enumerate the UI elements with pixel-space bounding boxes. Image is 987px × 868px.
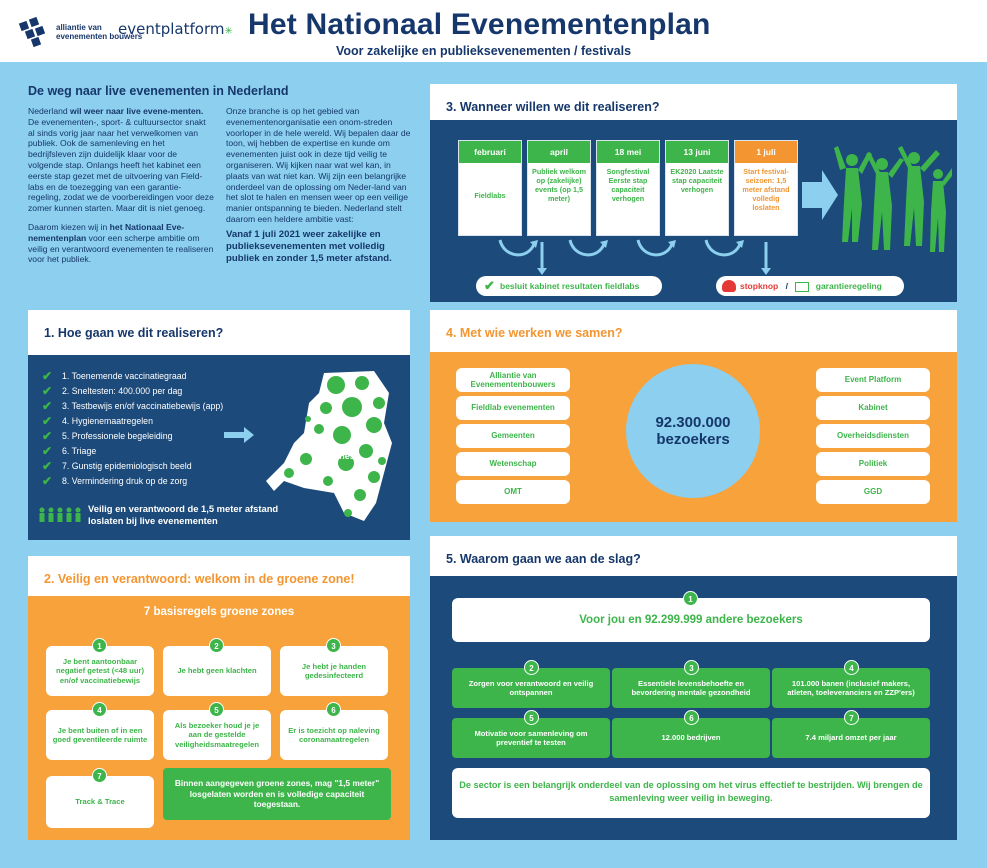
- reason-text: Essentiele levensbehoefte en bevordering mentale gezondheid: [631, 678, 751, 697]
- rule-text: Je hebt geen klachten: [177, 666, 257, 676]
- rule-text: Er is toezicht op naleving coronamaatregelen: [288, 725, 380, 744]
- timeline-step-text: Songfestival Eerste stap capaciteit verhogen: [606, 167, 650, 203]
- timeline-step: [734, 140, 798, 236]
- dancing-people-icon: [834, 142, 952, 258]
- rule-text: Als bezoeker houd je je aan de gestelde veiligheidsmaatregelen: [174, 720, 260, 749]
- stopknop-text: stopknop: [740, 281, 779, 291]
- section-3-panel: [430, 120, 957, 302]
- intro-paragraph-3: Onze branche is op het gebied van evenementenorganisatie een onom-streden voorloper in de hele wereld. Wij bepalen daar de toon, wij hebben de expertise en kunde om evenementen juist ook in deze tijd veilig te organiseren. Wij kijken naar wat wel kan, in plaats van wat niet kan. Wij zijn een belangrijke onderdeel van de oplossing om Neder-land van het slot te halen en mensen weer op een veilige manier ontspanning te bieden. Nederland stelt daarom een heldere ambitie vast:: [226, 106, 411, 224]
- partner-right: Event Platform: [816, 368, 930, 392]
- timeline-step-date: 13 juni: [666, 141, 728, 163]
- page-title: Het Nationaal Evenementenplan: [248, 8, 711, 41]
- timeline-step-date: februari: [459, 141, 521, 163]
- rule-box: [280, 710, 388, 760]
- partner-left: Alliantie van Evenementenbouwers: [456, 368, 570, 392]
- intro-bold-text: wil weer naar live evene-menten.: [70, 106, 204, 116]
- rule-text: Je bent aantoonbaar negatief getest (<48 uur) en/of vaccinatiebewijs: [56, 656, 144, 685]
- rule-box: [163, 710, 271, 760]
- arrow-right-icon: [224, 425, 256, 445]
- rule-number: 4: [92, 702, 107, 717]
- requirement-item: [42, 384, 182, 398]
- partner-left: OMT: [456, 480, 570, 504]
- intro-paragraph-1: [28, 106, 214, 214]
- people-icon: [38, 507, 82, 523]
- rule-number: 1: [92, 638, 107, 653]
- reason-number: 2: [524, 660, 539, 675]
- section-4-card: [430, 310, 957, 522]
- section-1-panel: [28, 355, 410, 540]
- timeline-step-date: 1 juli: [735, 141, 797, 163]
- partner-left: Wetenschap: [456, 452, 570, 476]
- map-label: Groene zones: [326, 441, 358, 461]
- pill-kabinet-besluit: [476, 276, 662, 296]
- checkmark-icon: ✔: [42, 369, 53, 383]
- checkmark-icon: ✔: [42, 414, 53, 428]
- requirement-item: [42, 444, 96, 458]
- rule-number: 2: [209, 638, 224, 653]
- intro-col-2: [226, 106, 416, 273]
- eventplatform-logo[interactable]: [118, 20, 233, 38]
- requirement-item: [42, 459, 192, 473]
- reason-1-number: 1: [683, 591, 698, 606]
- partner-right: Overheidsdiensten: [816, 424, 930, 448]
- timeline-step: [527, 140, 591, 236]
- section-2-heading: 2. Veilig en verantwoord: welkom in de groene zone!: [44, 572, 355, 586]
- requirement-item: [42, 429, 173, 443]
- reason-text: 7.4 miljard omzet per jaar: [805, 733, 897, 743]
- partner-right: Politiek: [816, 452, 930, 476]
- visitors-number: 92.300.000: [655, 414, 731, 431]
- page-subtitle: Voor zakelijke en publieksevenementen / festivals: [336, 44, 632, 58]
- timeline-step: [665, 140, 729, 236]
- requirement-label: 1. Toenemende vaccinatiegraad: [62, 371, 187, 381]
- reason-text: 12.000 bedrijven: [661, 733, 721, 743]
- reason-number: 7: [844, 710, 859, 725]
- rule-box: [46, 776, 154, 828]
- rule-number: 3: [326, 638, 341, 653]
- intro-text: Nederland: [28, 106, 71, 116]
- timeline-step-date: april: [528, 141, 590, 163]
- section-5-card: [430, 536, 957, 840]
- rules-heading: 7 basisregels groene zones: [143, 606, 295, 618]
- requirement-label: 8. Vermindering druk op de zorg: [62, 476, 188, 486]
- rule-box: [46, 646, 154, 696]
- section-2-card: [28, 556, 410, 840]
- intro-heading: De weg naar live evenementen in Nederland: [28, 84, 289, 98]
- pill-stopknop: [716, 276, 904, 296]
- visitors-circle: [626, 364, 760, 498]
- intro-text: De evenementen-, sport- & cultuursector snakt al sinds vorig jaar naar het verwelkomen van publiek. Ook de samenleving en het bedrijfsleven zijn duidelijk klaar voor de volgende stap. Onlangs heeft het kabinet een eerste stap gezet met de uitvoering van Field-labs en de toezegging van een garantie-regeling, zodat we de voorbereidingen voor deze zomer kunnen starten. Maar dit is niet genoeg.: [28, 116, 214, 214]
- requirement-item: [42, 369, 187, 383]
- section-1-heading: 1. Hoe gaan we dit realiseren?: [44, 326, 224, 340]
- partner-right: GGD: [816, 480, 930, 504]
- reason-number: 3: [684, 660, 699, 675]
- checkmark-icon: ✔: [42, 384, 53, 398]
- reason-text: Zorgen voor verantwoord en veilig ontspannen: [468, 678, 594, 697]
- intro-col-1: [28, 106, 214, 273]
- header: [0, 0, 987, 62]
- intro-text: voor een scherpe ambitie om veilig en verantwoord evenementen te realiseren voor het publiek.: [28, 232, 214, 265]
- rule-number: 7: [92, 768, 107, 783]
- reason-text: 101.000 banen (inclusief makers, atleten, toeleveranciers en ZZP'ers): [787, 678, 915, 697]
- section-5-footer: De sector is een belangrijk onderdeel van de oplossing om het virus effectief te bestrijden. Wij brengen de samenleving weer veilig in beweging.: [452, 768, 930, 818]
- arrow-right-icon: [802, 170, 838, 220]
- checkmark-icon: ✔: [42, 429, 53, 443]
- intro-paragraph-2: [28, 222, 214, 265]
- timeline-arrows-icon: [490, 236, 800, 276]
- timeline-step: [596, 140, 660, 236]
- section-2-panel: [28, 596, 410, 840]
- section-5-heading: 5. Waarom gaan we aan de slag?: [446, 552, 641, 566]
- timeline-step-date: 18 mei: [597, 141, 659, 163]
- rule-text: Track & Trace: [75, 797, 125, 807]
- timeline-step-text: Fieldlabs: [474, 191, 506, 200]
- timeline-step-text: Publiek welkom op (zakelijke) events (op 1,5 meter): [532, 167, 586, 203]
- rule-text: Je hebt je handen gedesinfecteerd: [301, 661, 367, 680]
- reason-number: 6: [684, 710, 699, 725]
- requirement-item: [42, 474, 187, 488]
- requirement-label: 6. Triage: [62, 446, 97, 456]
- rule-box: [280, 646, 388, 696]
- reason-text: Motivatie voor samenleving om preventief te testen: [474, 728, 588, 747]
- section-1-footer: Veilig en verantwoord de 1,5 meter afstand loslaten bij live evenementen: [88, 503, 279, 526]
- separator: /: [785, 281, 788, 291]
- requirement-label: 2. Sneltesten: 400.000 per dag: [62, 386, 183, 396]
- reason-1-text: Voor jou en 92.299.999 andere bezoekers: [579, 614, 803, 626]
- partner-left: Gemeenten: [456, 424, 570, 448]
- wallet-icon: [795, 282, 809, 292]
- section-1-card: [28, 310, 410, 540]
- rule-text: Je bent buiten of in een goed geventileerde ruimte: [52, 725, 148, 744]
- stop-button-icon: [722, 280, 736, 292]
- rule-number: 6: [326, 702, 341, 717]
- alliantie-logo-icon: [18, 16, 50, 48]
- requirement-label: 7. Gunstig epidemiologisch beeld: [62, 461, 192, 471]
- checkmark-icon: ✔: [42, 474, 53, 488]
- garantieregeling-text: garantieregeling: [815, 281, 882, 291]
- requirement-label: 5. Professionele begeleiding: [62, 431, 173, 441]
- timeline-step-text: Start festival-seizoen: 1,5 meter afstand volledig loslaten: [742, 167, 790, 212]
- intro-text: Daarom kiezen wij in: [28, 221, 110, 232]
- requirement-label: 3. Testbewijs en/of vaccinatiebewijs (app): [62, 401, 224, 411]
- section-4-heading: 4. Met wie werken we samen?: [446, 326, 623, 340]
- section-3-card: [430, 84, 957, 302]
- visitors-label: bezoekers: [656, 431, 730, 448]
- intro-bold-text: het Nationaal Eve-nementenplan: [28, 221, 185, 243]
- rule-number: 5: [209, 702, 224, 717]
- checkmark-icon: ✔: [484, 278, 495, 293]
- partner-left: Fieldlab evenementen: [456, 396, 570, 420]
- timeline-step: [458, 140, 522, 236]
- green-zone-note: Binnen aangegeven groene zones, mag "1,5 meter" losgelaten worden en is volledige capaciteit toegestaan.: [163, 768, 391, 820]
- eventplatform-logo-text: eventplatform: [118, 20, 225, 38]
- checkmark-icon: ✔: [42, 399, 53, 413]
- checkmark-icon: ✔: [42, 459, 53, 473]
- alliantie-logo-text: alliantie van evenementen bouwers: [56, 23, 143, 41]
- section-3-heading: 3. Wanneer willen we dit realiseren?: [446, 100, 660, 114]
- reason-number: 4: [844, 660, 859, 675]
- intro-section: [28, 84, 418, 294]
- section-4-panel: [430, 352, 957, 522]
- requirement-label: 4. Hygienemaatregelen: [62, 416, 153, 426]
- ambition-statement: Vanaf 1 juli 2021 weer zakelijke en publieksevenementen met volledig publiek en zonder 1,5 meter afstand.: [226, 228, 392, 264]
- pill-kabinet-besluit-text: besluit kabinet resultaten fieldlabs: [500, 281, 640, 291]
- rule-box: [46, 710, 154, 760]
- checkmark-icon: ✔: [42, 444, 53, 458]
- requirement-item: [42, 414, 153, 428]
- requirement-item: [42, 399, 223, 413]
- sparkle-icon: ✳: [224, 26, 233, 37]
- rule-box: [163, 646, 271, 696]
- partner-right: Kabinet: [816, 396, 930, 420]
- reason-number: 5: [524, 710, 539, 725]
- timeline-step-text: EK2020 Laatste stap capaciteit verhogen: [670, 167, 724, 194]
- section-5-panel: [430, 576, 957, 840]
